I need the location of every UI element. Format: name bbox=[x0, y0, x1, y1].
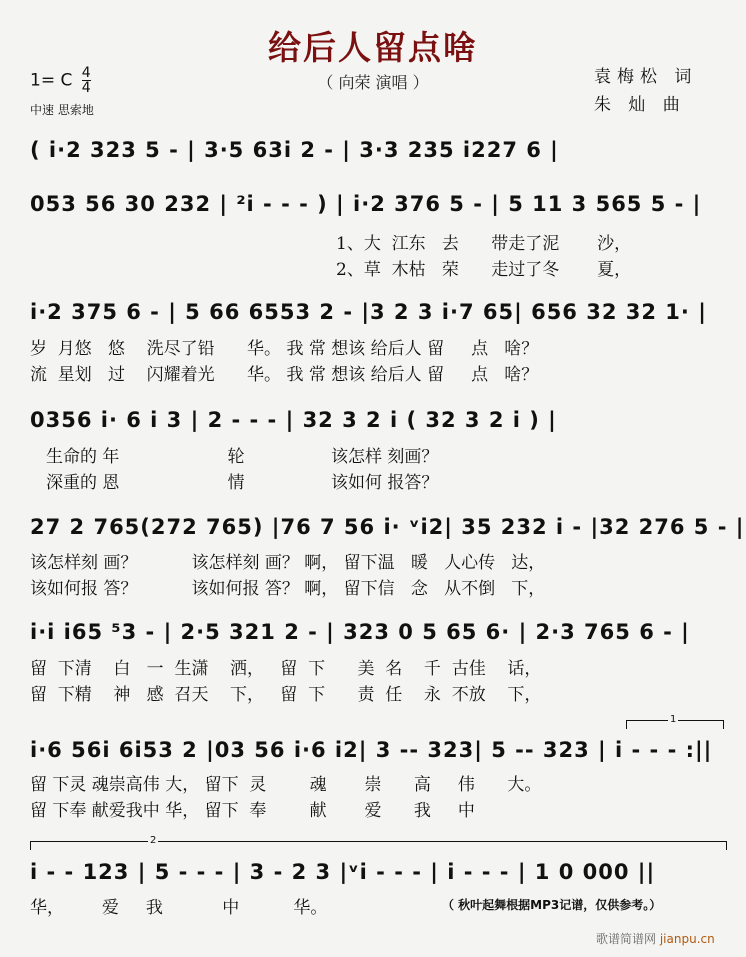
lyric-system-3-verse-1: 岁 月悠 悠 洗尽了铅 华。 我 常 想该 给后人 留 点 啥？ bbox=[30, 339, 539, 359]
lyric-system-6-verse-2: 留 下精 神 感 召天 下， 留 下 责 任 永 不放 下， bbox=[30, 685, 542, 705]
lyric-system-7-verse-1: 留 下灵 魂崇高伟 大， 留下 灵 魂 崇 高 伟 大。 bbox=[30, 775, 542, 795]
watermark bbox=[596, 930, 715, 947]
tempo-marking: 中速 思索地 bbox=[30, 103, 94, 117]
lyric-system-2-verse-2: 2、草 木枯 荣 走过了冬 夏， bbox=[336, 260, 632, 280]
lyric-system-5-verse-1: 该怎样刻 画？ 该怎样刻 画？ 啊， 留下温 暖 人心传 达， bbox=[30, 553, 546, 573]
notation-system-1: ( i·2 323 5 - | 3·5 63i 2 - | 3·3 235 i227 6 | bbox=[30, 138, 559, 162]
transcription-note: （ 秋叶起舞根据MP3记谱，仅供参考。） bbox=[442, 898, 662, 912]
notation-system-3: i·2 375 6 - | 5 66 6553 2 - |3 2 3 i·7 65| 656 32 32 1· | bbox=[30, 300, 707, 324]
lyric-system-2-verse-1: 1、大 江东 去 带走了泥 沙， bbox=[336, 234, 632, 254]
watermark-site: jianpu.cn bbox=[659, 932, 715, 946]
notation-system-2: 053 56 30 232 | ²i - - - ) | i·2 376 5 - | 5 11 3 565 5 - | bbox=[30, 192, 702, 216]
watermark-label: 歌谱简谱网 bbox=[596, 932, 657, 946]
time-numerator: 4 bbox=[81, 65, 91, 81]
notation-system-6: i·i i65 ⁵3 - | 2·5 321 2 - | 323 0 5 65 6· | 2·3 765 6 - | bbox=[30, 620, 690, 644]
time-signature bbox=[82, 66, 91, 95]
key-signature bbox=[30, 66, 91, 95]
lyric-system-4-verse-1: 生命的 年 轮 该怎样 刻画？ bbox=[46, 447, 439, 467]
lyric-system-4-verse-2: 深重的 恩 情 该如何 报答？ bbox=[46, 473, 439, 493]
song-title: 给后人留点啥 bbox=[268, 28, 478, 67]
volta-label-1: 1 bbox=[670, 714, 677, 725]
time-denominator: 4 bbox=[81, 80, 91, 96]
volta-bracket-2 bbox=[30, 841, 727, 850]
notation-system-8: i - - 123 | 5 - - - | 3 - 2 3 |ᵛi - - - | i - - - | 1 0 000 || bbox=[30, 860, 656, 884]
performer-line: （ 向荣 演唱 ） bbox=[317, 73, 429, 92]
key-label: 1= C bbox=[30, 70, 73, 91]
lyric-system-7-verse-2: 留 下奉 献爱我中 华， 留下 奉 献 爱 我 中 bbox=[30, 801, 475, 821]
volta-label-2: 2 bbox=[150, 835, 157, 846]
lyric-system-5-verse-2: 该如何报 答？ 该如何报 答？ 啊， 留下信 念 从不倒 下， bbox=[30, 579, 546, 599]
lyric-system-6-verse-1: 留 下清 白 一 生潇 洒， 留 下 美 名 千 古佳 话， bbox=[30, 659, 542, 679]
lyric-system-8-verse-1: 华， 爱 我 中 华。 bbox=[30, 898, 328, 918]
lyric-system-3-verse-2: 流 星划 过 闪耀着光 华。 我 常 想该 给后人 留 点 啥？ bbox=[30, 365, 539, 385]
notation-system-4: 0356 i· 6 i 3 | 2 - - - | 32 3 2 i ( 32 3 2 i ) | bbox=[30, 408, 557, 432]
notation-system-5: 27 2 765(272 765) |76 7 56 i· ᵛi2| 35 232 i - |32 276 5 - | bbox=[30, 515, 745, 539]
lyricist-credit: 袁梅松 词 bbox=[594, 67, 698, 87]
composer-credit: 朱 灿 曲 bbox=[594, 95, 686, 115]
notation-system-7: i·6 56i 6i53 2 |03 56 i·6 i2| 3 -- 323| 5 -- 323 | i - - - :|| bbox=[30, 738, 713, 762]
